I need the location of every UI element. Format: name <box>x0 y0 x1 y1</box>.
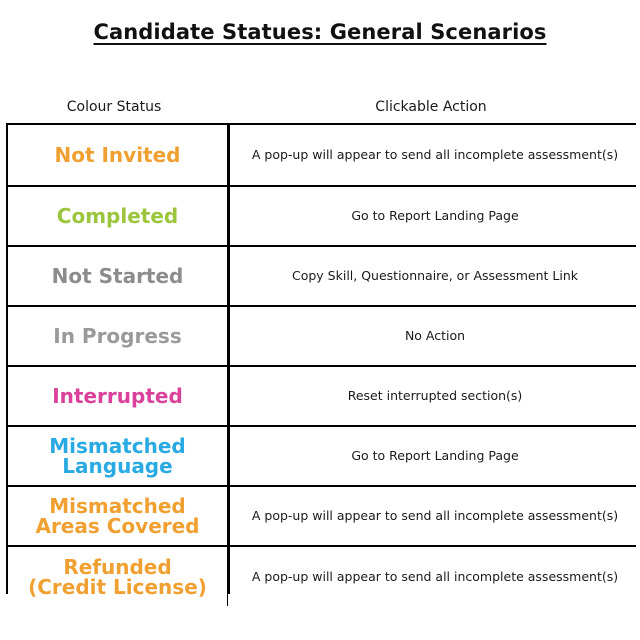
column-header-colour-status: Colour Status <box>66 99 162 115</box>
action-label: Reset interrupted section(s) <box>347 388 523 403</box>
action-label: A pop-up will appear to send all incomplete assessment(s) <box>251 508 619 523</box>
action-cell-mismatched-language <box>230 427 640 485</box>
status-label: Interrupted <box>52 384 183 408</box>
status-table <box>6 123 636 599</box>
action-cell-completed <box>230 187 640 245</box>
action-label: A pop-up will appear to send all incomplete assessment(s) <box>251 147 619 162</box>
action-cell-refunded <box>230 547 640 606</box>
action-cell-not-started <box>230 247 640 305</box>
status-label: Not Started <box>51 264 184 288</box>
action-label: Go to Report Landing Page <box>351 448 519 463</box>
status-cell-mismatched-areas-covered <box>8 487 228 545</box>
action-cell-interrupted <box>230 367 640 425</box>
status-cell-not-started <box>8 247 228 305</box>
status-label: Mismatched Areas Covered <box>35 494 200 538</box>
action-label: A pop-up will appear to send all incomplete assessment(s) <box>251 568 619 584</box>
status-label: Refunded (Credit License) <box>28 554 207 599</box>
action-cell-in-progress <box>230 307 640 365</box>
status-label: Completed <box>56 204 179 228</box>
status-label: In Progress <box>53 324 182 348</box>
status-cell-not-invited <box>8 125 228 185</box>
status-label: Not Invited <box>54 143 181 167</box>
action-label: Copy Skill, Questionnaire, or Assessment Link <box>292 268 578 283</box>
status-cell-in-progress <box>8 307 228 365</box>
status-cell-interrupted <box>8 367 228 425</box>
status-cell-completed <box>8 187 228 245</box>
action-label: Go to Report Landing Page <box>351 208 519 223</box>
page-title: Candidate Statues: General Scenarios <box>93 20 547 44</box>
status-cell-mismatched-language <box>8 427 228 485</box>
status-label: Mismatched Language <box>49 434 186 478</box>
action-cell-mismatched-areas-covered <box>230 487 640 545</box>
action-cell-not-invited <box>230 125 640 185</box>
status-cell-refunded <box>8 547 228 606</box>
action-label: No Action <box>404 328 466 343</box>
column-header-clickable-action: Clickable Action <box>375 99 487 115</box>
